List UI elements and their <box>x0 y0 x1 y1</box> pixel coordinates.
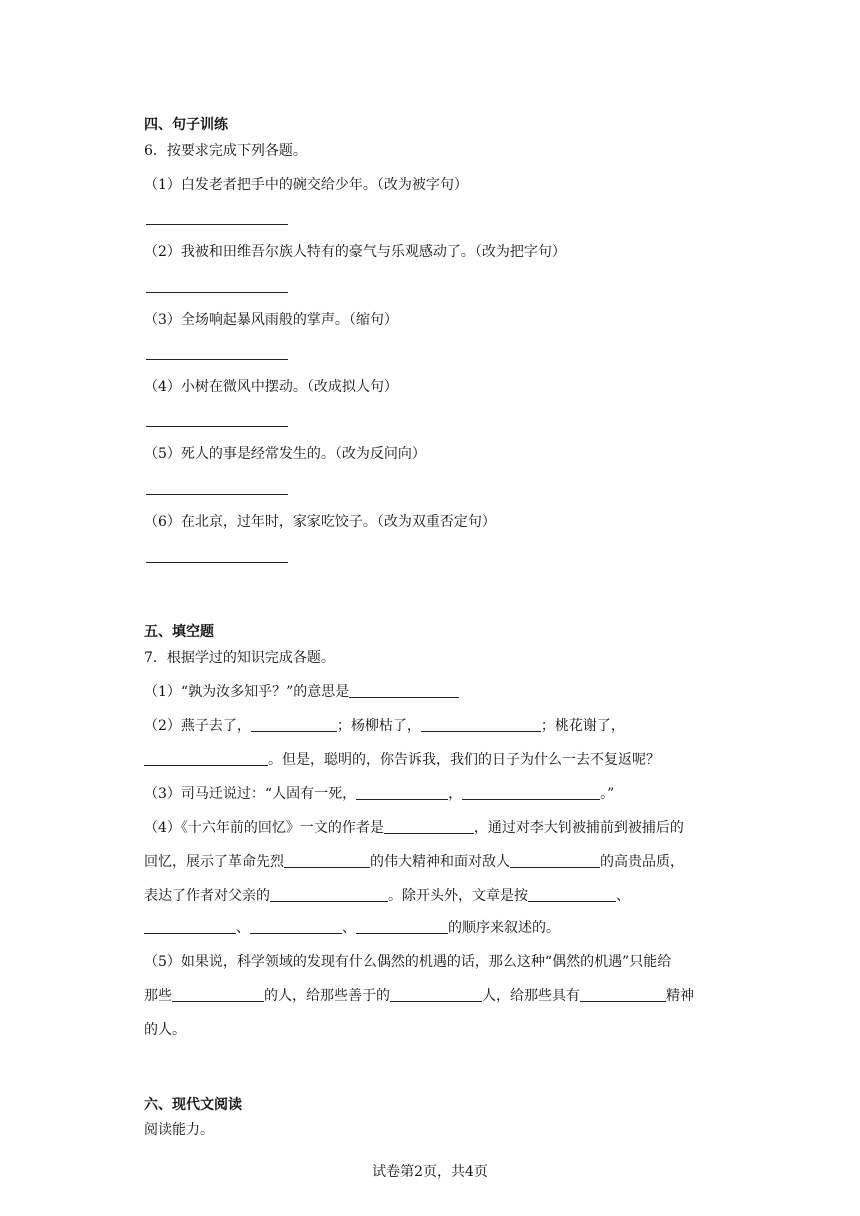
q6-answer-line-6[interactable] <box>146 562 288 563</box>
q7-part-4-line-1 <box>144 819 684 837</box>
q7-5-text-f: 的人。 <box>144 1022 186 1038</box>
q7-4-blank-6[interactable] <box>144 919 236 934</box>
q7-part-4-line-3 <box>144 887 630 905</box>
q7-4-blank-8[interactable] <box>356 919 448 934</box>
q7-2-blank-2[interactable] <box>421 717 541 732</box>
q7-4-blank-2[interactable] <box>284 853 370 868</box>
q7-4-text-j: 、 <box>342 920 356 936</box>
q7-part-5-line-2 <box>144 987 694 1005</box>
q6-item-5: （5）死人的事是经常发生的。（改为反问向） <box>144 446 426 462</box>
q7-4-text-a: （4）《十六年前的回忆》一文的作者是 <box>144 820 384 836</box>
page-footer: 试卷第2页，共4页 <box>372 1164 488 1180</box>
q7-part-4-line-2 <box>144 853 684 871</box>
q6-answer-line-2[interactable] <box>146 292 288 293</box>
q6-answer-line-3[interactable] <box>146 359 288 360</box>
question-7-stem: 7．根据学过的知识完成各题。 <box>144 650 335 666</box>
q7-3-blank-2[interactable] <box>462 785 600 800</box>
q6-answer-line-1[interactable] <box>146 224 288 225</box>
q6-item-6: （6）在北京，过年时，家家吃饺子。（改为双重否定句） <box>144 514 496 530</box>
q7-2-text-d: 。但是，聪明的，你告诉我，我们的日子为什么一去不复返呢？ <box>268 752 660 768</box>
q7-part-2-line-1 <box>144 717 625 735</box>
q7-5-text-b: 那些 <box>144 988 172 1004</box>
section-5-title: 五、填空题 <box>144 624 214 640</box>
q7-4-text-e: 的高贵品质， <box>600 854 684 870</box>
q7-4-blank-1[interactable] <box>384 819 474 834</box>
q7-4-text-h: 、 <box>616 888 630 904</box>
reading-intro: 阅读能力。 <box>144 1122 214 1138</box>
q7-3-text-b: ， <box>448 786 463 802</box>
q7-3-blank-1[interactable] <box>356 785 448 800</box>
q7-4-blank-3[interactable] <box>510 853 600 868</box>
q7-part-5-line-1 <box>144 953 671 971</box>
q7-4-text-g: 。除开头外，文章是按 <box>388 888 528 904</box>
q7-4-text-b: ，通过对李大钊被捕前到被捕后的 <box>473 820 684 836</box>
q7-2-text-b: ；杨柳枯了， <box>336 718 421 734</box>
q6-item-2: （2）我被和田维吾尔族人特有的豪气与乐观感动了。（改为把字句） <box>144 244 566 260</box>
q7-2-blank-1[interactable] <box>251 717 337 732</box>
q7-4-text-k: 的顺序来叙述的。 <box>448 920 560 936</box>
q6-item-4: （4）小树在微风中摆动。（改成拟人句） <box>144 379 398 395</box>
q6-item-1: （1）白发老者把手中的碗交给少年。（改为被字句） <box>144 177 468 193</box>
q7-part-2-line-2 <box>144 751 660 769</box>
q7-5-blank-2[interactable] <box>390 987 482 1002</box>
q7-4-text-i: 、 <box>236 920 250 936</box>
q7-5-text-e: 精神 <box>666 988 694 1004</box>
q7-5-blank-1[interactable] <box>172 987 264 1002</box>
q7-4-blank-4[interactable] <box>270 887 388 902</box>
q7-2-blank-3[interactable] <box>144 751 268 766</box>
q7-3-text-a: （3）司马迁说过：“人固有一死， <box>144 786 357 802</box>
q7-4-text-c: 回忆，展示了革命先烈 <box>144 854 284 870</box>
q6-answer-line-5[interactable] <box>146 494 288 495</box>
q7-part-1 <box>144 683 459 701</box>
q7-part-4-line-4 <box>144 919 560 937</box>
q6-item-3: （3）全场响起暴风雨般的掌声。（缩句） <box>144 312 398 328</box>
q7-4-blank-5[interactable] <box>528 887 616 902</box>
q7-4-blank-7[interactable] <box>250 919 342 934</box>
q7-4-text-d: 的伟大精神和面对敌人 <box>370 854 510 870</box>
q7-1-text: （1）“孰为汝多知乎？”的意思是 <box>144 684 350 700</box>
q7-5-text-c: 的人，给那些善于的 <box>264 988 390 1004</box>
section-6-title: 六、现代文阅读 <box>144 1097 242 1113</box>
q7-part-3 <box>144 785 614 803</box>
q7-part-5-line-3 <box>144 1021 186 1039</box>
q6-answer-line-4[interactable] <box>146 426 288 427</box>
section-4-title: 四、句子训练 <box>144 117 228 133</box>
q7-1-blank[interactable] <box>349 683 459 698</box>
q7-4-text-f: 表达了作者对父亲的 <box>144 888 270 904</box>
q7-3-text-c: 。” <box>600 786 615 802</box>
q7-5-text-d: 人，给那些具有 <box>482 988 580 1004</box>
q7-2-text-c: ；桃花谢了， <box>540 718 625 734</box>
question-6-stem: 6．按要求完成下列各题。 <box>144 143 307 159</box>
q7-2-text-a: （2）燕子去了， <box>144 718 251 734</box>
q7-5-text-a: （5）如果说，科学领域的发现有什么偶然的机遇的话，那么这种“偶然的机遇”只能给 <box>144 954 672 970</box>
q7-5-blank-3[interactable] <box>580 987 666 1002</box>
